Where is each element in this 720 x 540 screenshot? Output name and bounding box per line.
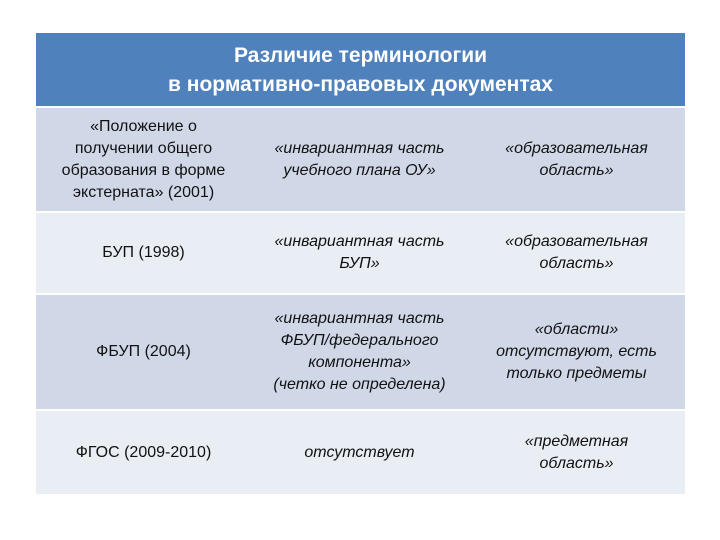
area-cell: «предметная область» [468, 410, 685, 494]
table-title [36, 33, 685, 107]
document-cell: «Положение о получении общего образования в форме экстерната» (2001) [36, 107, 251, 212]
invariant-part-cell: «инвариантная часть ФБУП/федерального компонента» (четко не определена) [251, 294, 468, 410]
document-cell: БУП (1998) [36, 212, 251, 294]
table-row-bup-1998 [36, 212, 685, 294]
invariant-part-cell: «инвариантная часть учебного плана ОУ» [251, 107, 468, 212]
terminology-table [36, 33, 685, 494]
title-line-1: Различие терминологии [233, 43, 488, 67]
title-line-2: в нормативно-правовых документах [168, 72, 553, 96]
area-cell: «образовательная область» [468, 212, 685, 294]
table-row-regulation-2001 [36, 107, 685, 212]
document-cell: ФГОС (2009-2010) [36, 410, 251, 494]
invariant-part-cell: отсутствует [251, 410, 468, 494]
invariant-part-cell: «инвариантная часть БУП» [251, 212, 468, 294]
area-cell: «образовательная область» [468, 107, 685, 212]
table-row-fgos-2009 [36, 410, 685, 494]
table-header-row [36, 33, 685, 107]
table-row-fbup-2004 [36, 294, 685, 410]
document-cell: ФБУП (2004) [36, 294, 251, 410]
area-cell: «области» отсутствуют, есть только предметы [468, 294, 685, 410]
